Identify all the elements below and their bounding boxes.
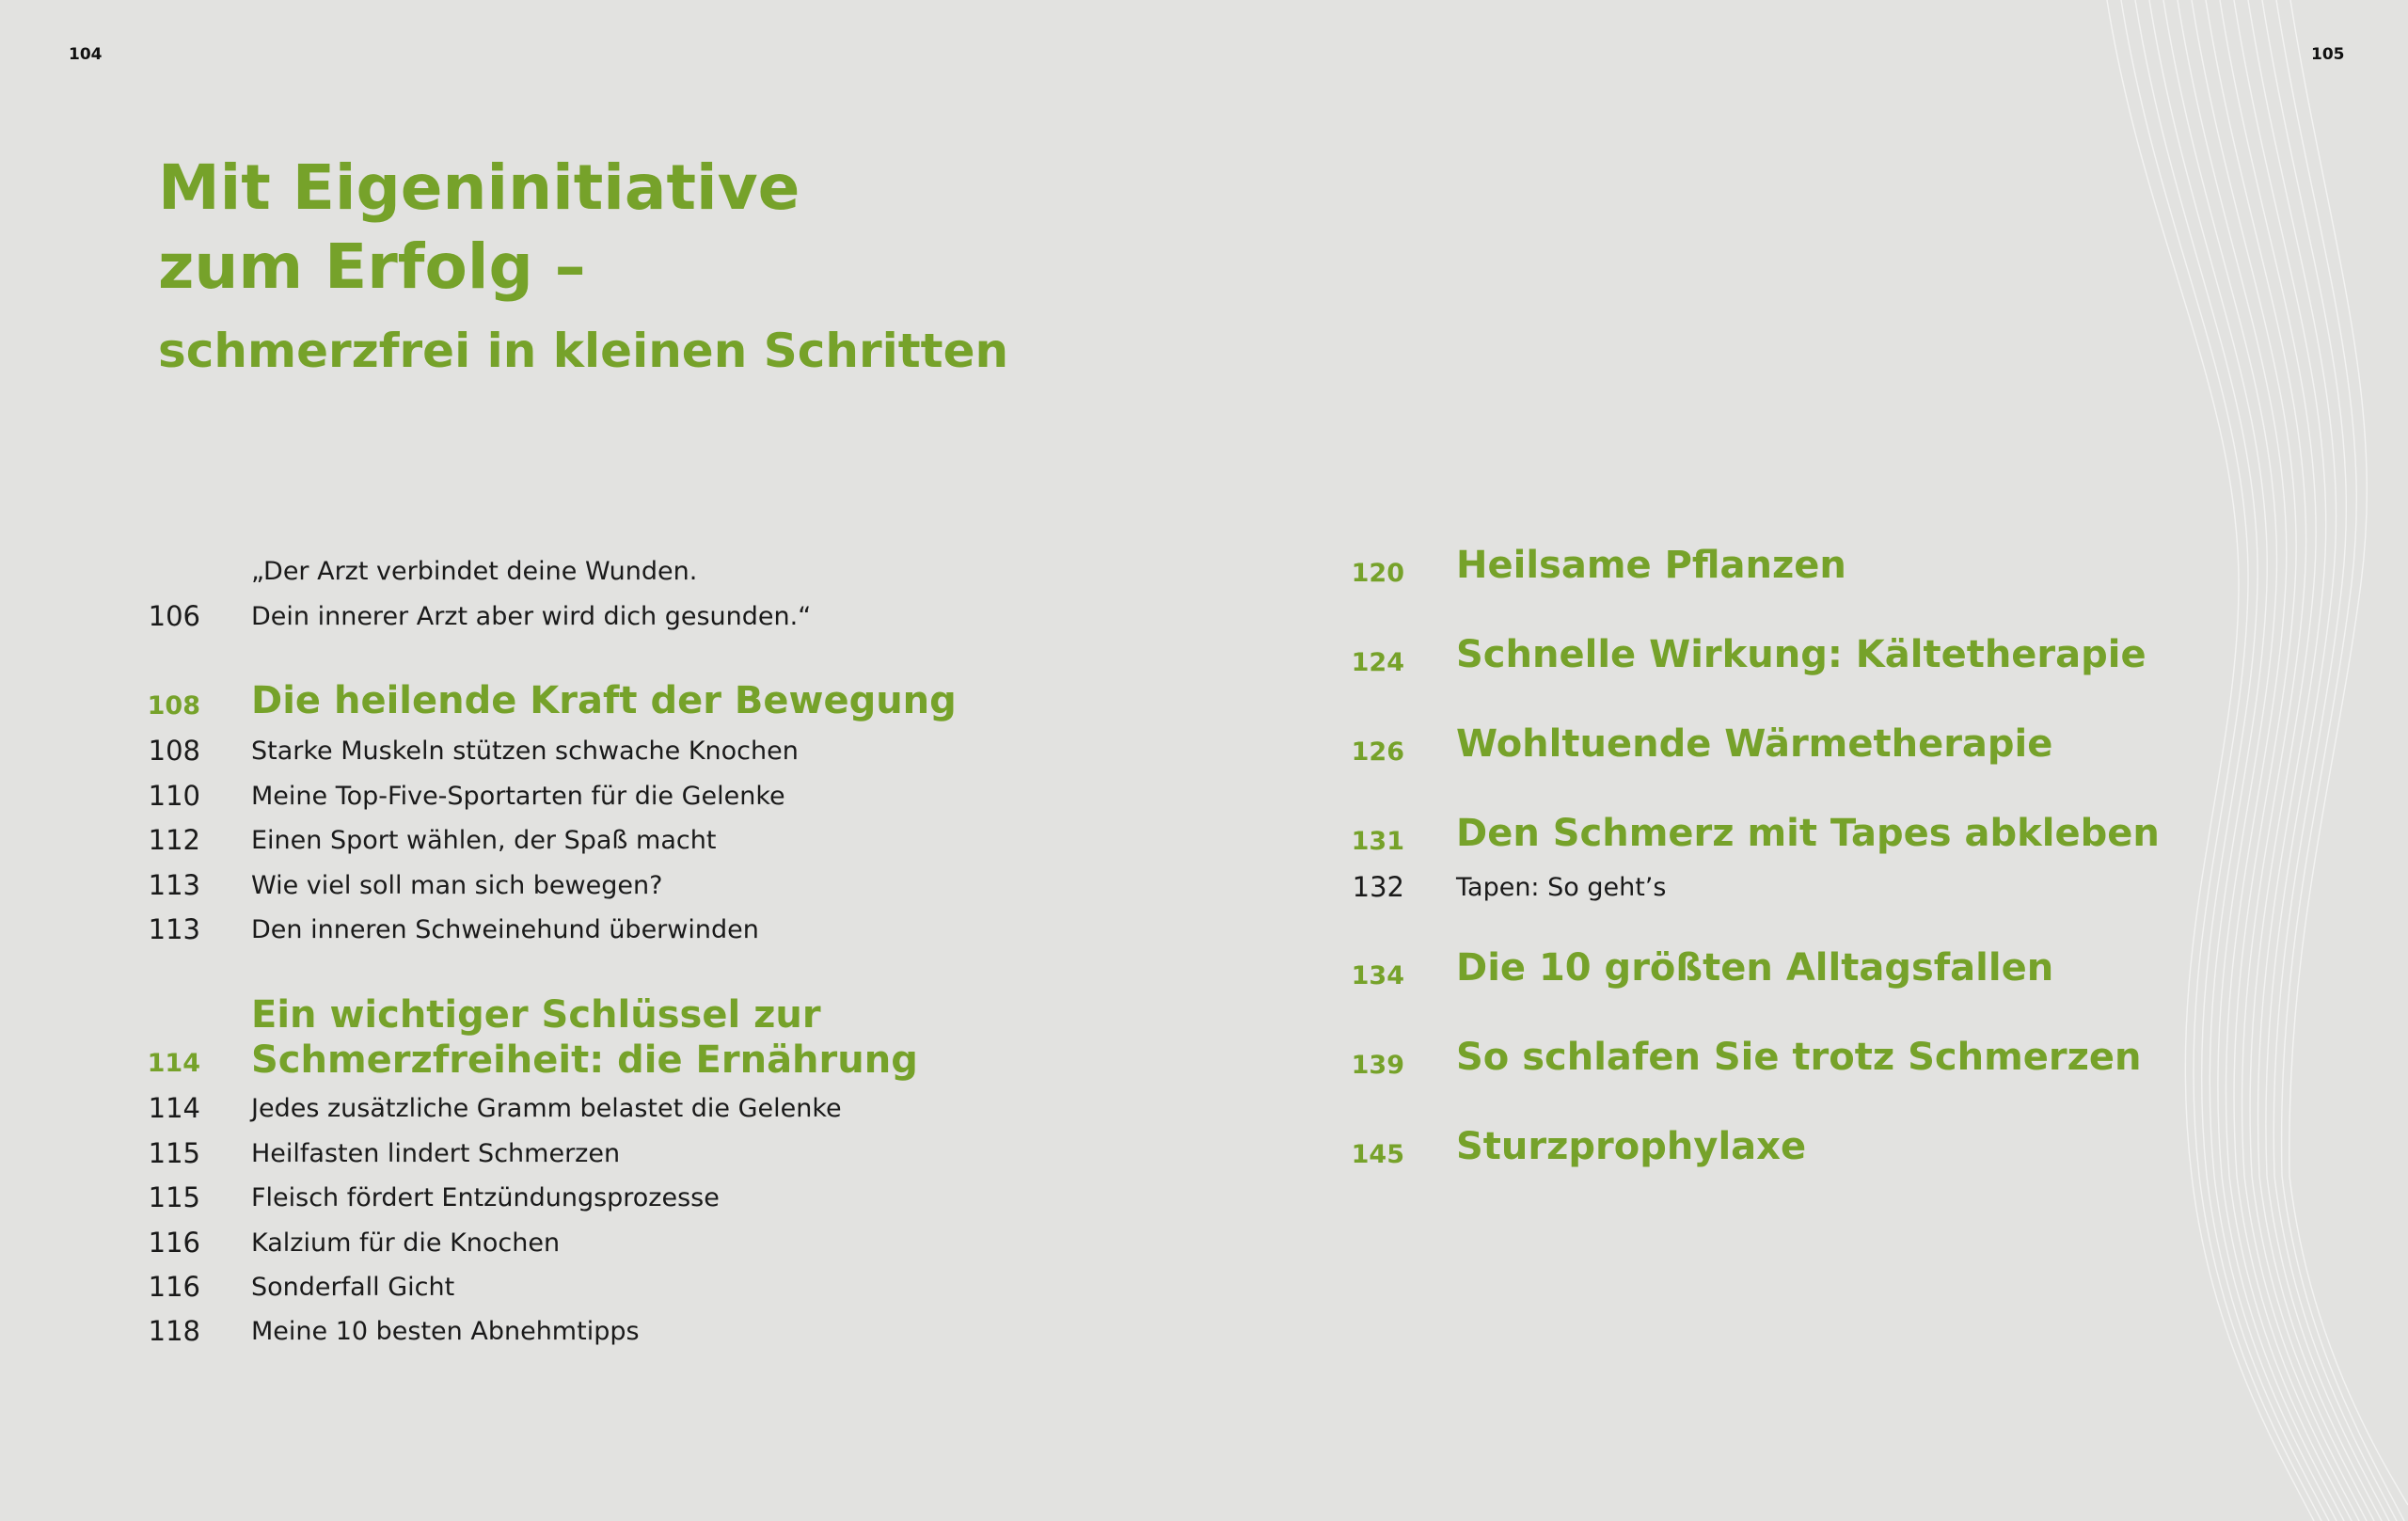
toc-item-text: Kalzium für die Knochen	[251, 1228, 561, 1258]
toc-item-text: Heilfasten lindert Schmerzen	[251, 1139, 621, 1168]
page-title	[158, 149, 800, 307]
toc-item-page: 112	[148, 824, 200, 856]
toc-item-page: 115	[148, 1137, 200, 1169]
section-title-ernaehrung-line-2: Schmerzfreiheit: die Ernährung	[251, 1038, 918, 1082]
toc-item-page: 118	[148, 1315, 200, 1347]
section-title-bewegung: Die heilende Kraft der Bewegung	[251, 679, 957, 722]
toc-item-page: 115	[148, 1181, 200, 1213]
section-title: Sturzprophylaxe	[1456, 1125, 1807, 1168]
section-title: So schlafen Sie trotz Schmerzen	[1456, 1036, 2142, 1079]
toc-item-page: 116	[148, 1271, 200, 1303]
toc-item-page: 108	[148, 735, 200, 767]
toc-item-text: Den inneren Schweinehund überwinden	[251, 915, 759, 944]
section-title: Den Schmerz mit Tapes abkleben	[1456, 812, 2160, 855]
section-page-number: 126	[1351, 737, 1404, 767]
toc-item-text: Starke Muskeln stützen schwache Knochen	[251, 737, 799, 766]
section-page-number: 134	[1351, 961, 1404, 990]
toc-item-page: 116	[148, 1227, 200, 1259]
title-line-2: zum Erfolg –	[158, 230, 586, 303]
toc-item-text: Sonderfall Gicht	[251, 1273, 455, 1302]
section-title-ernaehrung-line-1: Ein wichtiger Schlüssel zur	[251, 993, 821, 1037]
section-page-number: 139	[1351, 1051, 1404, 1080]
section-page-number: 131	[1351, 827, 1404, 856]
toc-item-page: 110	[148, 780, 200, 812]
page-number-left: 104	[69, 45, 103, 64]
toc-item-text: Meine 10 besten Abnehmtipps	[251, 1317, 640, 1346]
toc-item-page: 113	[148, 913, 200, 945]
section-title: Heilsame Pflanzen	[1456, 544, 1846, 587]
toc-item-text: Fleisch fördert Entzündungsprozesse	[251, 1183, 720, 1212]
section-page-number: 108	[147, 691, 200, 721]
page-number-right: 105	[2311, 45, 2345, 64]
toc-item-page: 132	[1352, 871, 1404, 903]
toc-item-text: Meine Top-Five-Sportarten für die Gelenke	[251, 782, 785, 811]
section-page-number: 124	[1351, 648, 1404, 677]
toc-item-text: Tapen: So geht’s	[1456, 873, 1667, 902]
quote-page-number: 106	[148, 600, 200, 632]
section-title: Schnelle Wirkung: Kältetherapie	[1456, 633, 2147, 676]
quote-line-2: Dein innerer Arzt aber wird dich gesunden.“	[251, 602, 812, 631]
toc-item-text: Wie viel soll man sich bewegen?	[251, 871, 663, 900]
section-title: Die 10 größten Alltagsfallen	[1456, 946, 2054, 990]
toc-item-text: Jedes zusätzliche Gramm belastet die Gelenke	[251, 1094, 842, 1123]
page-subtitle: schmerzfrei in kleinen Schritten	[158, 324, 1009, 378]
quote-line-1: „Der Arzt verbindet deine Wunden.	[251, 557, 698, 586]
section-title: Wohltuende Wärmetherapie	[1456, 722, 2053, 766]
section-page-number: 114	[147, 1049, 200, 1078]
toc-item-page: 113	[148, 869, 200, 901]
toc-item-text: Einen Sport wählen, der Spaß macht	[251, 826, 717, 855]
section-page-number: 145	[1351, 1140, 1404, 1169]
section-page-number: 120	[1351, 559, 1404, 588]
title-line-1: Mit Eigeninitiative	[158, 151, 800, 224]
toc-item-page: 114	[148, 1092, 200, 1124]
